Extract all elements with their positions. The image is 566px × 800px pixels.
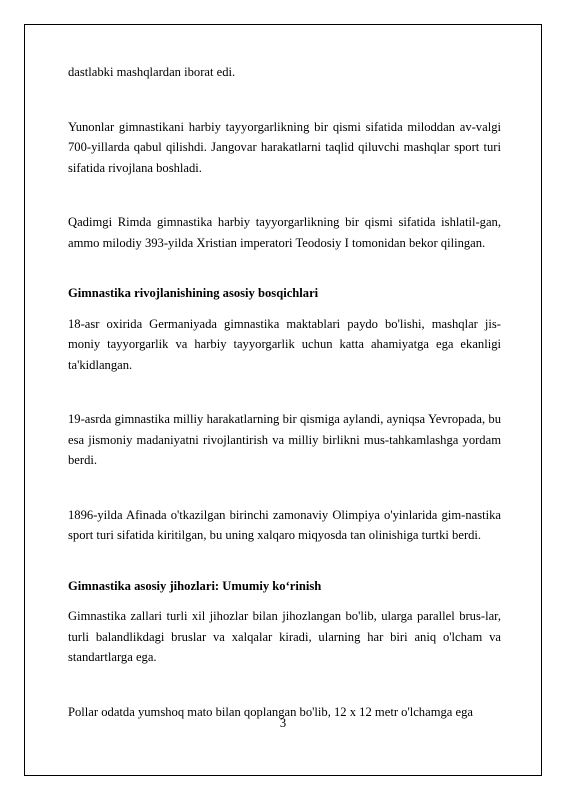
watermark: ​ [27,46,33,57]
section-heading-1: Gimnastika rivojlanishining asosiy bosqichlari [68,286,319,300]
paragraph-1: dastlabki mashqlardan iborat edi. [68,65,236,79]
paragraph-8: Pollar odatda yumshoq mato bilan qoplangan bo'lib, 12 x 12 metr o'lchamga ega [68,704,474,719]
paragraph-4: 18-asr oxirida Germaniyada gimnastika maktablari paydo bo'lishi, mashqlar jis-moniy tayyorgarlik va harbiy tayyorgarlik uchun katta ahamiyatga ega ekanligi ta'kidlangan. [68,316,501,372]
page-number: 3 [279,716,287,730]
section-heading-2: Gimnastika asosiy jihozlari: Umumiy ko‘rinish [68,578,322,593]
paragraph-3: Qadimgi Rimda gimnastika harbiy tayyorgarlikning bir qismi sifatida ishlatil-gan, ammo milodiy 393-yilda Xristian imperatori Teodosiy I tomonidan bekor qilingan. [68,215,501,250]
paragraph-6: 1896-yilda Afinada o'tkazilgan birinchi zamonaviy Olimpiya o'yinlarida gim-nastika sport turi sifatida kiritilgan, bu uning xalqaro miqyosda tan olinishiga turtki berdi. [68,507,501,542]
document-body [68,62,501,722]
paragraph-5: 19-asrda gimnastika milliy harakatlarning bir qismiga aylandi, ayniqsa Yevropada, bu esa jismoniy madaniyatni rivojlantirish va milliy birlikni mus-tahkamlashga yordam berdi. [68,412,501,467]
paragraph-2: Yunonlar gimnastikani harbiy tayyorgarlikning bir qismi sifatida miloddan av-valgi 700-yillarda qabul qilishdi. Jangovar harakatlarni taqlid qiluvchi mashqlar sport turi sifatida rivojlana boshladi. [68,119,501,175]
paragraph-7: Gimnastika zallari turli xil jihozlar bilan jihozlangan bo'lib, ularga parallel brus-lar, turli balandlikdagi bruslar va xalqalar kiradi, ularning har biri aniq o'lcham va standartlarga ega. [68,609,501,664]
